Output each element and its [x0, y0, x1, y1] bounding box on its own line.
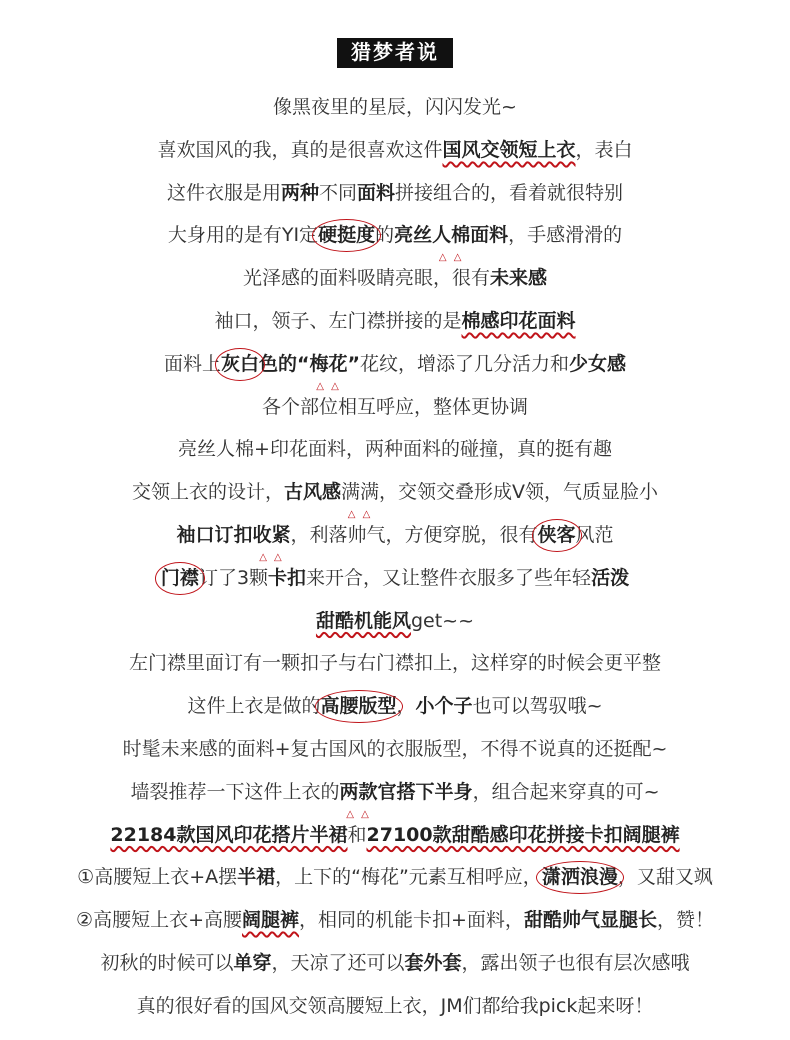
- wavy-underlined-text: 甜酷机能风: [315, 609, 411, 632]
- article-line: [0, 642, 790, 685]
- emphasis-text: 面料: [470, 224, 509, 247]
- text-segment: 像黑夜里的星辰，闪闪发光~: [273, 96, 517, 118]
- text-segment: 各个部位相互呼应，整体更协调: [261, 395, 528, 418]
- circled-text: 侠客: [537, 523, 576, 546]
- emphasis-text: 活泼: [591, 566, 630, 589]
- article-line: [0, 600, 790, 643]
- article-body: [0, 86, 790, 1028]
- triangle-marked-text: 收紧 △ △: [252, 524, 290, 547]
- wavy-underlined-text: 27100款甜酷感印花拼接卡扣阔腿裤: [366, 823, 680, 846]
- text-segment: get~~: [410, 609, 475, 632]
- emphasis-text: 亮丝: [394, 224, 433, 247]
- text-segment: 左门襟里面订有一颗扣子与右门襟扣上，这样穿的时候会更平整: [128, 652, 661, 675]
- article-line: [0, 771, 790, 814]
- text-segment: 初秋的时候可以: [100, 951, 234, 974]
- text-segment: ，天凉了还可以: [271, 951, 405, 974]
- text-segment: 交领上衣的设计，: [131, 481, 284, 504]
- text-segment: 墙裂推荐一下这件上衣的: [130, 780, 340, 803]
- article-line: [0, 728, 790, 771]
- text-segment: 这件衣服是用: [166, 181, 281, 204]
- circled-text: 灰白: [220, 352, 259, 375]
- text-segment: ，手感滑滑的: [508, 224, 623, 247]
- article-line: [0, 557, 790, 600]
- text-segment: ②高腰短上衣+高腰: [76, 909, 242, 932]
- article-line: [0, 172, 790, 215]
- title-wrapper: [0, 38, 790, 68]
- text-segment: 风范: [575, 523, 614, 546]
- text-segment: 这件上衣是做的: [187, 695, 321, 718]
- text-segment: ，相同的机能卡扣+面料，: [299, 909, 524, 932]
- emphasis-text: 套外套: [404, 951, 462, 974]
- article-line: [0, 386, 790, 429]
- article-line: [0, 86, 790, 129]
- text-segment: 面料上: [163, 352, 221, 375]
- text-segment: 真的很好看的国风交领高腰短上衣，JM们都给我pick起来呀！: [136, 994, 654, 1017]
- article-line: [0, 214, 790, 257]
- text-segment: 拼接组合的，看着就很特别: [395, 181, 624, 204]
- text-segment: ，利落帅气，方便穿脱，很有: [290, 523, 538, 546]
- article-line: [0, 942, 790, 985]
- emphasis-text: 官搭下半身: [377, 780, 473, 803]
- emphasis-text: 甜酷帅气显腿长: [523, 909, 657, 932]
- text-segment: 时髦未来感的面料+复古国风的衣服版型，不得不说真的还挺配~: [122, 737, 668, 760]
- emphasis-text: ”: [347, 352, 360, 375]
- wavy-underlined-text: 国风交领短上衣: [442, 138, 576, 161]
- emphasis-text: 少女感: [569, 352, 627, 375]
- text-segment: 的: [375, 224, 395, 247]
- triangle-marked-text: 人棉 △ △: [432, 224, 470, 247]
- text-segment: ，: [396, 695, 416, 718]
- article-line: [0, 899, 790, 942]
- emphasis-text: 两种: [280, 181, 319, 204]
- emphasis-text: 袖口订扣: [176, 523, 253, 546]
- circled-text: 硬挺度: [318, 224, 376, 247]
- article-line: [0, 428, 790, 471]
- triangle-marked-text: 满满 △ △: [341, 481, 379, 504]
- article-line: [0, 985, 790, 1028]
- article-line: [0, 814, 790, 857]
- text-segment: 大身用的是有YI定: [167, 224, 319, 247]
- text-segment: ，赞！: [656, 909, 714, 932]
- emphasis-text: 色的“: [258, 352, 310, 375]
- circled-text: 门襟: [160, 566, 199, 589]
- text-segment: 也可以驾驭哦~: [472, 695, 603, 718]
- text-segment: 袖口，领子、左门襟拼接的是: [214, 309, 462, 332]
- emphasis-text: 古风感: [283, 481, 341, 504]
- triangle-marked-text: 两款 △ △: [340, 781, 378, 804]
- text-segment: ，上下的“梅花”元素互相呼应，: [275, 866, 542, 889]
- section-title: 猎梦者说: [337, 38, 453, 68]
- text-segment: 不同: [318, 181, 357, 204]
- article-line: [0, 856, 790, 899]
- text-segment: ①高腰短上衣+A摆: [77, 866, 238, 889]
- emphasis-text: 未来感: [490, 267, 548, 290]
- emphasis-text: 半裙: [237, 866, 276, 889]
- text-segment: 来开合，又让整件衣服多了些年轻: [306, 566, 592, 589]
- emphasis-text: 面料: [357, 181, 396, 204]
- article-line: [0, 685, 790, 728]
- article-line: [0, 514, 790, 557]
- text-segment: 喜欢国风的我，真的是很喜欢这件: [157, 138, 443, 161]
- wavy-underlined-text: 22184款国风印花搭片半裙: [110, 823, 348, 846]
- text-segment: ，露出领子也很有层次感哦: [461, 951, 690, 974]
- text-segment: 亮丝人棉+印花面料，两种面料的碰撞，真的挺有趣: [178, 438, 612, 461]
- article-line: [0, 471, 790, 514]
- emphasis-text: 小个子: [415, 695, 473, 718]
- triangle-marked-text: 梅花 △ △: [309, 353, 347, 376]
- wavy-underlined-text: 棉感印花面料: [461, 309, 576, 332]
- circled-text: 潇洒浪漫: [541, 866, 618, 889]
- article-line: [0, 343, 790, 386]
- text-segment: ，又甜又飒: [617, 866, 713, 889]
- article-line: [0, 129, 790, 172]
- text-segment: 订了3颗: [198, 566, 269, 589]
- text-segment: ，组合起来穿真的可~: [472, 780, 660, 803]
- text-segment: ，表白: [575, 138, 633, 161]
- text-segment: 花纹，增添了几分活力和: [360, 352, 570, 375]
- emphasis-text: 单穿: [233, 951, 272, 974]
- circled-text: 高腰版型: [320, 695, 397, 718]
- article-line: [0, 257, 790, 300]
- emphasis-text: 卡扣: [268, 566, 307, 589]
- text-segment: 光泽感的面料吸睛亮眼，很有: [242, 267, 490, 290]
- text-segment: ，交领交叠形成V领，气质显脸小: [379, 481, 659, 504]
- text-segment: 和: [347, 823, 367, 846]
- article-line: [0, 300, 790, 343]
- wavy-underlined-text: 阔腿裤: [242, 909, 300, 932]
